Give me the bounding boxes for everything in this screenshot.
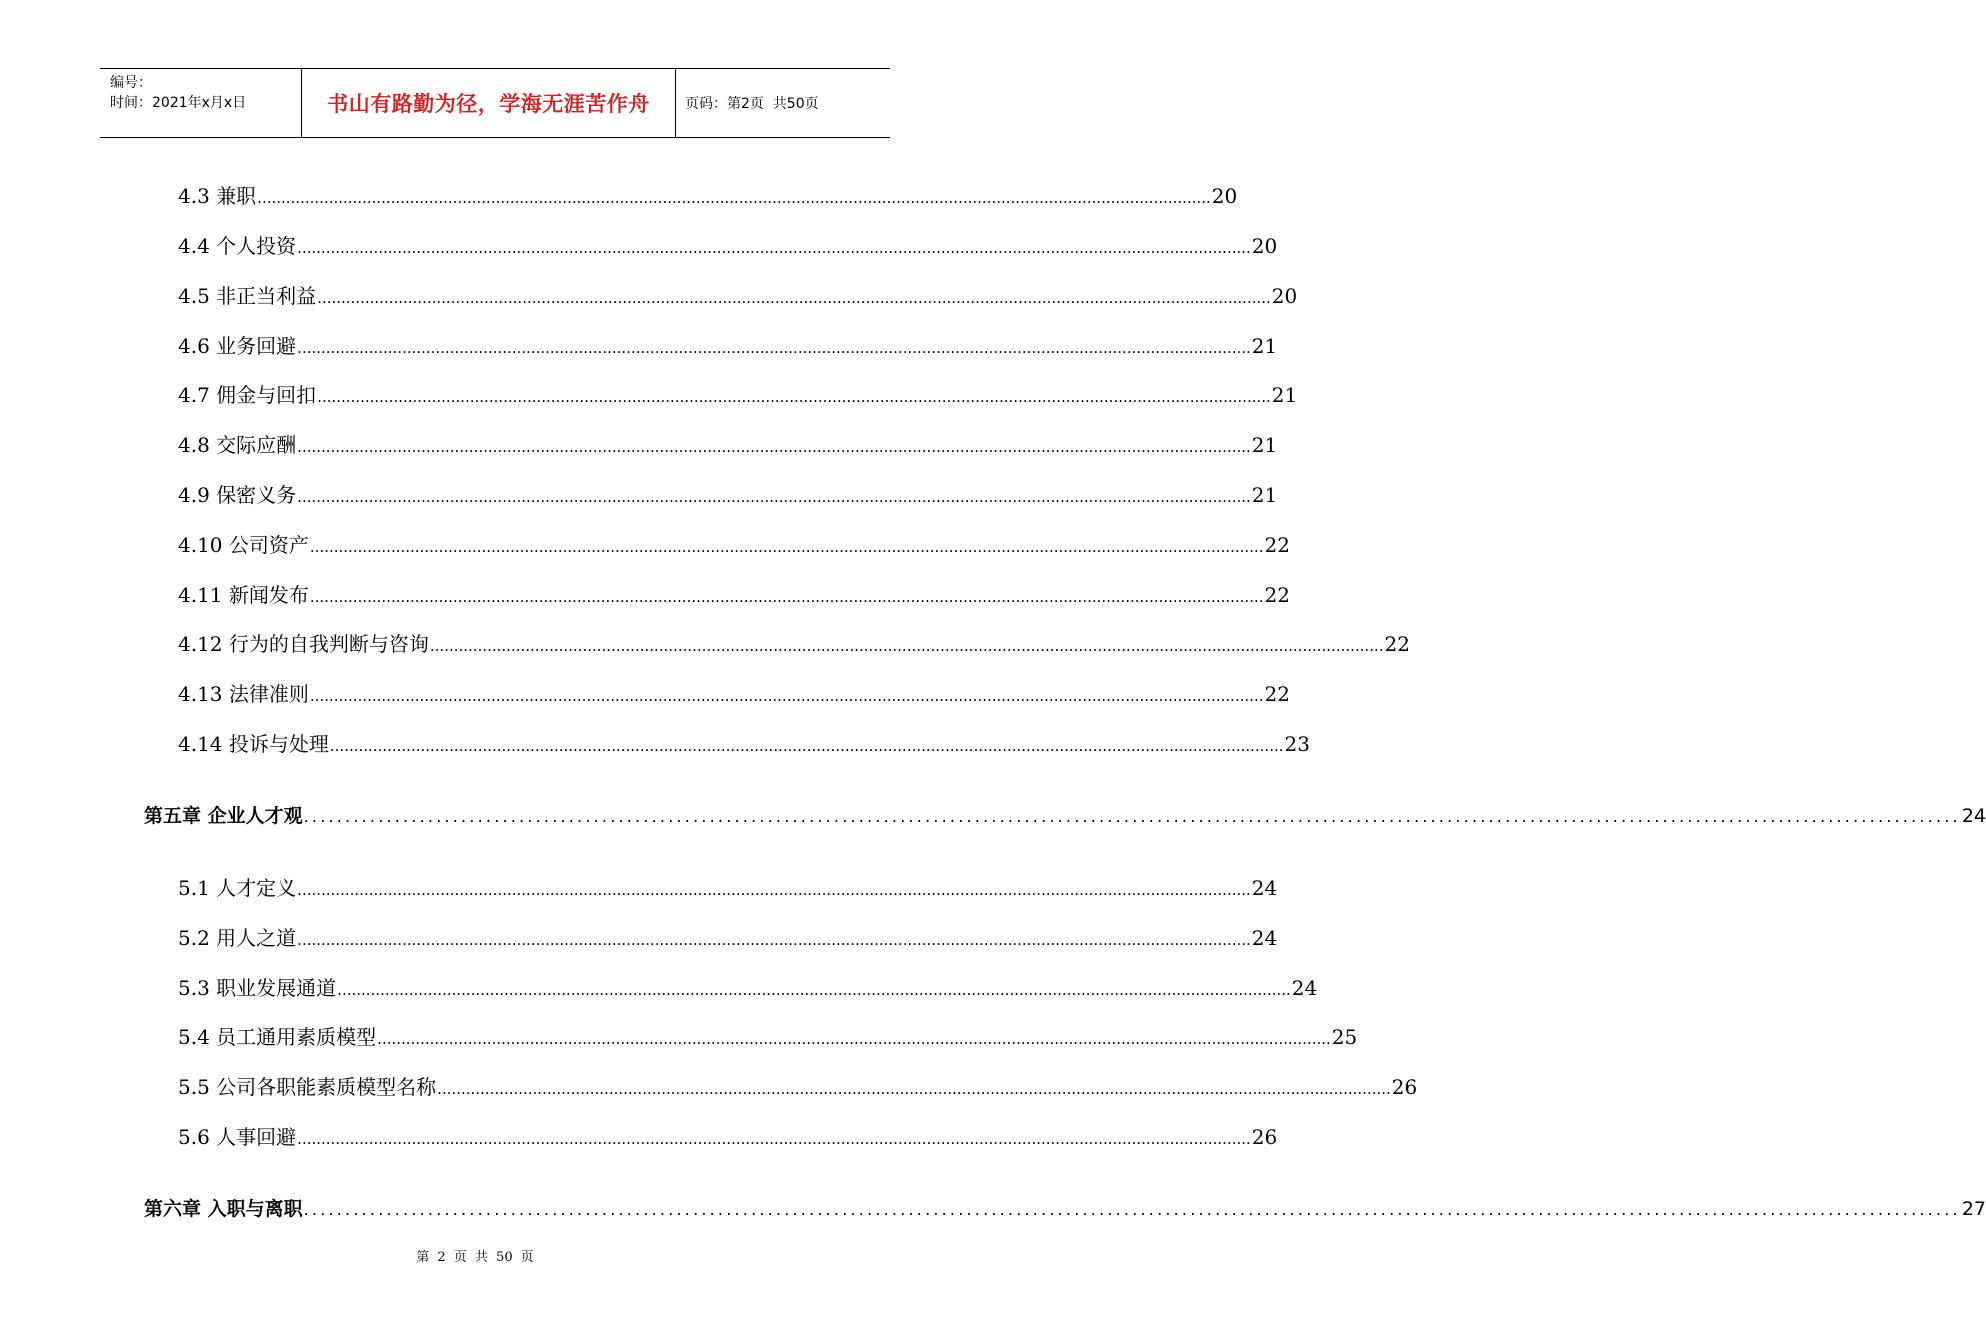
page-footer: 第 2 页 共 50 页 — [416, 1250, 534, 1265]
toc-entry-page: 21 — [1251, 483, 1278, 507]
toc-entry-label: 4.4 个人投资 — [178, 234, 297, 258]
toc-chapter-page: 27 — [1961, 1198, 1986, 1220]
toc-entry-page: 20 — [1271, 284, 1298, 308]
toc-entry-page: 20 — [1251, 234, 1278, 258]
toc-entry-label: 5.6 人事回避 — [178, 1125, 297, 1149]
toc-entry-page: 22 — [1264, 583, 1290, 607]
toc-entry-page: 24 — [1291, 976, 1318, 1000]
toc-leader-dots: ........................................................................................................................................................................................................ — [303, 807, 1961, 826]
toc-entry-page: 22 — [1384, 632, 1410, 656]
header-divider — [675, 69, 676, 137]
toc-leader-dots: ........................................................................................................................................................................................................ — [329, 737, 1284, 755]
toc-leader-dots: ........................................................................................................................................................................................................ — [317, 388, 1271, 406]
toc-chapter-page: 24 — [1961, 805, 1986, 827]
toc-entry[interactable] — [178, 872, 1278, 901]
toc-leader-dots: ........................................................................................................................................................................................................ — [257, 189, 1211, 207]
toc-entry-page: 21 — [1251, 334, 1278, 358]
toc-entry[interactable] — [178, 1021, 1358, 1050]
toc-chapter-entry[interactable] — [144, 801, 1986, 828]
toc-leader-dots: ........................................................................................................................................................................................................ — [429, 637, 1384, 655]
header-date: 时间：2021年x月x日 — [110, 95, 247, 111]
toc-entry-page: 24 — [1251, 876, 1278, 900]
toc-entry-label: 4.9 保密义务 — [178, 483, 297, 507]
toc-leader-dots: ........................................................................................................................................................................................................ — [309, 687, 1264, 705]
header-meta — [110, 73, 246, 113]
toc-chapter-label: 第六章 入职与离职 — [144, 1198, 303, 1220]
toc-entry[interactable] — [178, 479, 1278, 508]
toc-leader-dots: ........................................................................................................................................................................................................ — [303, 1200, 1961, 1219]
toc-entry[interactable] — [178, 180, 1238, 209]
toc-leader-dots: ........................................................................................................................................................................................................ — [297, 488, 1251, 506]
toc-entry-label: 5.4 员工通用素质模型 — [178, 1025, 377, 1049]
toc-entry[interactable] — [178, 280, 1298, 309]
toc-chapter-entry[interactable] — [144, 1194, 1986, 1221]
toc-entry-label: 5.2 用人之道 — [178, 926, 297, 950]
toc-leader-dots: ........................................................................................................................................................................................................ — [309, 588, 1264, 606]
toc-entry-label: 4.11 新闻发布 — [178, 583, 309, 607]
toc-entry-page: 22 — [1264, 682, 1290, 706]
toc-entry-label: 4.6 业务回避 — [178, 334, 297, 358]
toc-entry[interactable] — [178, 529, 1290, 558]
toc-entry-page: 24 — [1251, 926, 1278, 950]
toc-leader-dots: ........................................................................................................................................................................................................ — [297, 339, 1251, 357]
toc-leader-dots: ........................................................................................................................................................................................................ — [297, 1130, 1251, 1148]
toc-entry[interactable] — [178, 728, 1310, 757]
toc-entry[interactable] — [178, 379, 1298, 408]
toc-entry[interactable] — [178, 972, 1318, 1001]
toc-entry-page: 21 — [1251, 433, 1278, 457]
toc-leader-dots: ........................................................................................................................................................................................................ — [317, 289, 1271, 307]
toc-leader-dots: ........................................................................................................................................................................................................ — [337, 981, 1291, 999]
toc-leader-dots: ........................................................................................................................................................................................................ — [309, 538, 1264, 556]
toc-entry-label: 4.12 行为的自我判断与咨询 — [178, 632, 429, 656]
toc-entry-page: 22 — [1264, 533, 1290, 557]
toc-entry[interactable] — [178, 628, 1410, 657]
toc-entry-label: 4.3 兼职 — [178, 184, 257, 208]
toc-entry-label: 4.7 佣金与回扣 — [178, 383, 317, 407]
toc-entry-label: 5.5 公司各职能素质模型名称 — [178, 1075, 437, 1099]
toc-leader-dots: ........................................................................................................................................................................................................ — [437, 1080, 1391, 1098]
toc-entry-label: 4.5 非正当利益 — [178, 284, 317, 308]
toc-leader-dots: ........................................................................................................................................................................................................ — [377, 1030, 1331, 1048]
toc-entry-page: 23 — [1284, 732, 1310, 756]
toc-entry[interactable] — [178, 1071, 1418, 1100]
toc-entry-label: 4.10 公司资产 — [178, 533, 309, 557]
header-page-info: 页码：第2页 共50页 — [685, 96, 819, 112]
toc-entry-page: 20 — [1211, 184, 1238, 208]
toc-entry-page: 26 — [1391, 1075, 1418, 1099]
toc-entry[interactable] — [178, 922, 1278, 951]
toc-entry[interactable] — [178, 1121, 1278, 1150]
toc-entry[interactable] — [178, 429, 1278, 458]
toc-entry[interactable] — [178, 678, 1290, 707]
toc-entry-label: 4.14 投诉与处理 — [178, 732, 329, 756]
toc-leader-dots: ........................................................................................................................................................................................................ — [297, 438, 1251, 456]
toc-entry-page: 21 — [1271, 383, 1298, 407]
toc-entry-page: 26 — [1251, 1125, 1278, 1149]
header-number-label: 编号： — [110, 75, 152, 91]
toc-entry-label: 5.3 职业发展通道 — [178, 976, 337, 1000]
toc-entry[interactable] — [178, 330, 1278, 359]
toc-leader-dots: ........................................................................................................................................................................................................ — [297, 881, 1251, 899]
toc-entry[interactable] — [178, 579, 1290, 608]
toc-leader-dots: ........................................................................................................................................................................................................ — [297, 931, 1251, 949]
toc-chapter-label: 第五章 企业人才观 — [144, 805, 303, 827]
header-motto: 书山有路勤为径，学海无涯苦作舟 — [327, 92, 650, 116]
toc-entry-label: 5.1 人才定义 — [178, 876, 297, 900]
document-header — [100, 68, 890, 138]
toc-leader-dots: ........................................................................................................................................................................................................ — [297, 239, 1251, 257]
toc-entry-page: 25 — [1331, 1025, 1358, 1049]
toc-entry[interactable] — [178, 230, 1278, 259]
toc-entry-label: 4.8 交际应酬 — [178, 433, 297, 457]
toc-entry-label: 4.13 法律准则 — [178, 682, 309, 706]
